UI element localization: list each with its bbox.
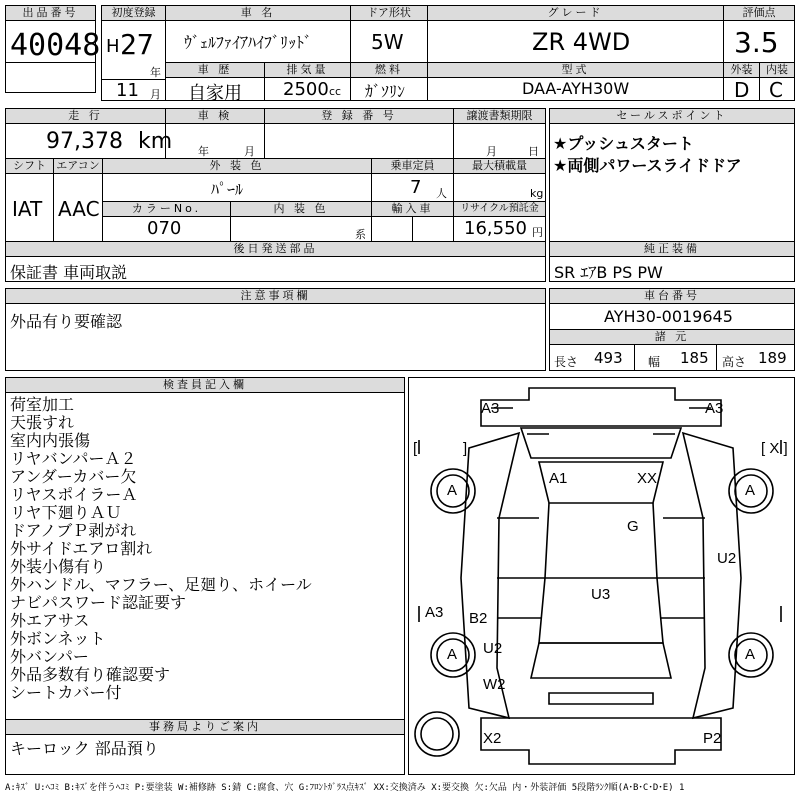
car-name-box — [165, 5, 351, 63]
inspector-notes — [10, 396, 312, 702]
later-parts-label: 後日発送部品 — [6, 242, 545, 257]
equipment-box — [549, 241, 795, 282]
year-unit: 年 — [150, 66, 161, 79]
mileage-unit: km — [138, 129, 173, 154]
color-no: 070 — [147, 218, 182, 239]
exterior-grade-box — [723, 62, 760, 101]
reg-year: 27 — [120, 28, 154, 61]
legend: A:ｷｽﾞ U:ﾍｺﾐ B:ｷｽﾞを伴うﾍｺﾐ P:要塗装 W:補修跡 S:錆 C:腐食、穴 G:ﾌﾛﾝﾄｶﾞﾗｽ点ｷｽﾞ XX:交換済み X:要交換 欠:欠品 内・外装評価 5段階ﾗﾝｸ順(A･B･C･D･E) 1 — [5, 783, 685, 793]
damage-mark: ] — [463, 440, 468, 457]
transfer-label: 譲渡書類期限 — [454, 109, 545, 124]
import-box — [371, 201, 454, 242]
note-item: 外バンパー — [10, 647, 89, 666]
damage-mark: [ — [413, 440, 418, 457]
damage-mark: G — [627, 518, 639, 535]
note-item: ドアノブＰ剥がれ — [10, 521, 137, 540]
damage-mark: [ X ] — [761, 440, 788, 457]
car-name-label: 車 名 — [166, 6, 350, 21]
office-note: キーロック 部品預り — [10, 739, 159, 758]
transfer-day-unit: 日 — [528, 145, 539, 158]
exterior-label: 外装 — [724, 63, 759, 78]
inspection-label: 車 検 — [166, 109, 264, 124]
selling-point-2: ★両側パワースライドドア — [553, 156, 742, 175]
capacity-unit: 人 — [436, 187, 447, 200]
fuel-label: 燃料 — [351, 63, 427, 78]
score-label: 評価点 — [724, 6, 794, 21]
damage-mark: U3 — [591, 586, 611, 603]
note-item: 外品多数有り確認要す — [10, 665, 171, 684]
displacement-box — [264, 62, 351, 101]
wheel-mark: A — [447, 646, 458, 663]
note-item: リヤスポイラーＡ — [10, 485, 138, 504]
shift: IAT — [12, 197, 43, 221]
interior-grade: C — [769, 78, 783, 102]
selling-points-box — [549, 108, 795, 242]
displacement-label: 排気量 — [265, 63, 350, 78]
wheel-mark: A — [745, 646, 756, 663]
reg-number-label: 登 録 番 号 — [265, 109, 453, 124]
wheel-mark: A — [447, 482, 458, 499]
ext-color: ﾊﾟｰﾙ — [211, 180, 244, 199]
history-label: 車 歴 — [166, 63, 264, 78]
recycle-box — [453, 201, 546, 242]
later-parts: 保証書 車両取説 — [10, 263, 128, 282]
month-unit: 月 — [150, 88, 161, 101]
interior-grade-box — [759, 62, 795, 101]
first-reg-label: 初度登録 — [102, 6, 165, 21]
color-no-box — [102, 201, 231, 242]
max-load-unit: kg — [530, 187, 544, 200]
model-label: 型式 — [428, 63, 723, 78]
transfer-month-unit: 月 — [486, 145, 497, 158]
note-item: 外装小傷有り — [10, 557, 107, 576]
reg-month: 11 — [116, 80, 139, 101]
car-name: ｳﾞｪﾙﾌｧｲｱﾊｲﾌﾞﾘｯﾄﾞ — [184, 33, 313, 52]
displacement: 2500 — [283, 79, 329, 100]
int-color-label: 内 装 色 — [231, 202, 371, 217]
transfer-box — [453, 108, 546, 159]
shift-box — [5, 158, 54, 242]
damage-mark: P2 — [703, 730, 722, 747]
grade-box — [427, 5, 724, 63]
capacity: 7 — [410, 177, 422, 198]
fuel: ｶﾞｿﾘﾝ — [365, 82, 406, 101]
capacity-box — [371, 158, 454, 202]
note-item: 荷室加工 — [10, 395, 75, 414]
max-load-box — [453, 158, 546, 202]
chassis-number: AYH30-0019645 — [604, 307, 733, 326]
history: 自家用 — [188, 83, 242, 104]
inspector-label: 検査員記入欄 — [6, 378, 404, 393]
exterior-grade: D — [734, 78, 750, 102]
damage-mark: A1 — [549, 470, 568, 487]
note-item: 天張すれ — [10, 413, 75, 432]
damage-mark: X2 — [483, 730, 502, 747]
note-item: アンダーカバー欠 — [10, 467, 137, 486]
chassis-box — [549, 288, 795, 371]
damage-mark: A3 — [705, 400, 724, 417]
lot-number-box — [5, 5, 101, 93]
ac-box — [53, 158, 103, 242]
equipment-label: 純正装備 — [550, 242, 794, 257]
lot-number: 40048 — [10, 28, 101, 63]
damage-mark: W2 — [483, 676, 506, 693]
recycle-unit: 円 — [532, 226, 543, 239]
caution-box — [5, 288, 546, 371]
note-item: シートカバー付 — [10, 683, 122, 702]
office-label: 事務局よりご案内 — [6, 720, 404, 735]
damage-mark: XX — [637, 470, 658, 487]
note-item: 室内内張傷 — [10, 431, 91, 450]
car-condition-diagram — [408, 377, 795, 775]
interior-label: 内装 — [760, 63, 794, 78]
grade-label: グレード — [428, 6, 723, 21]
reg-number-box — [264, 108, 454, 159]
ac-label: エアコン — [54, 159, 102, 174]
height-label: 高さ — [722, 355, 747, 369]
ext-color-box — [102, 158, 372, 202]
model-box — [427, 62, 724, 101]
office-box — [5, 719, 405, 775]
first-registration-box — [101, 5, 166, 101]
caution-label: 注意事項欄 — [6, 289, 545, 304]
damage-mark: U2 — [483, 640, 503, 657]
mileage-label: 走 行 — [6, 109, 165, 124]
length: 493 — [594, 349, 623, 367]
caution: 外品有り要確認 — [10, 312, 123, 331]
wheel-mark: A — [745, 482, 756, 499]
door-label: ドア形状 — [351, 6, 427, 21]
door-box — [350, 5, 428, 63]
recycle-amount: 16,550 — [464, 218, 527, 239]
inspection-box — [165, 108, 265, 159]
capacity-label: 乗車定員 — [372, 159, 453, 174]
score: 3.5 — [734, 26, 779, 59]
width: 185 — [680, 349, 709, 367]
note-item: 外サイドエアロ割れ — [10, 539, 153, 558]
later-parts-box — [5, 241, 546, 282]
height: 189 — [758, 349, 787, 367]
grade: ZR 4WD — [532, 28, 631, 56]
recycle-label: リサイクル預託金 — [454, 202, 545, 217]
fuel-box — [350, 62, 428, 101]
chassis-label: 車台番号 — [550, 289, 794, 304]
damage-mark: U2 — [717, 550, 737, 567]
note-item: リヤバンパーＡ２ — [10, 449, 137, 468]
length-label: 長さ — [554, 355, 579, 369]
shift-label: シフト — [6, 159, 53, 174]
history-box — [165, 62, 265, 104]
damage-mark: A3 — [425, 604, 444, 621]
lot-number-label: 出品番号 — [6, 6, 95, 21]
inspection-month-unit: 月 — [244, 145, 255, 158]
dims-label: 諸 元 — [550, 330, 794, 345]
era: H — [106, 36, 120, 57]
color-no-label: カラーNo. — [103, 202, 230, 217]
door-type: 5W — [371, 30, 404, 54]
displacement-unit: cc — [329, 85, 342, 98]
damage-mark: B2 — [469, 610, 488, 627]
equipment: SR ｴｱB PS PW — [554, 263, 663, 282]
inspection-year-unit: 年 — [198, 145, 209, 158]
note-item: ナビパスワード認証要す — [10, 593, 187, 612]
width-label: 幅 — [648, 355, 661, 369]
note-item: 外ハンドル、マフラー、足廻り、ホイール — [10, 575, 312, 594]
mileage: 97,378 — [46, 129, 123, 154]
damage-mark: A3 — [481, 400, 500, 417]
ac: AAC — [58, 197, 100, 221]
selling-points-label: セールスポイント — [550, 109, 794, 124]
note-item: リヤ下廻りＡＵ — [10, 503, 122, 522]
selling-point-1: ★プッシュスタート — [553, 134, 694, 153]
max-load-label: 最大積載量 — [454, 159, 545, 174]
note-item: 外エアサス — [10, 611, 90, 630]
car-outline-icon — [409, 378, 794, 774]
inspector-box — [5, 377, 405, 720]
mileage-box — [5, 108, 173, 159]
ext-color-label: 外 装 色 — [103, 159, 371, 174]
int-color-box — [230, 201, 372, 242]
note-item: 外ボンネット — [10, 629, 106, 648]
import-label: 輸入車 — [372, 202, 453, 217]
model: DAA-AYH30W — [522, 79, 630, 98]
int-color-suffix: 系 — [355, 228, 366, 241]
score-box — [723, 5, 795, 63]
